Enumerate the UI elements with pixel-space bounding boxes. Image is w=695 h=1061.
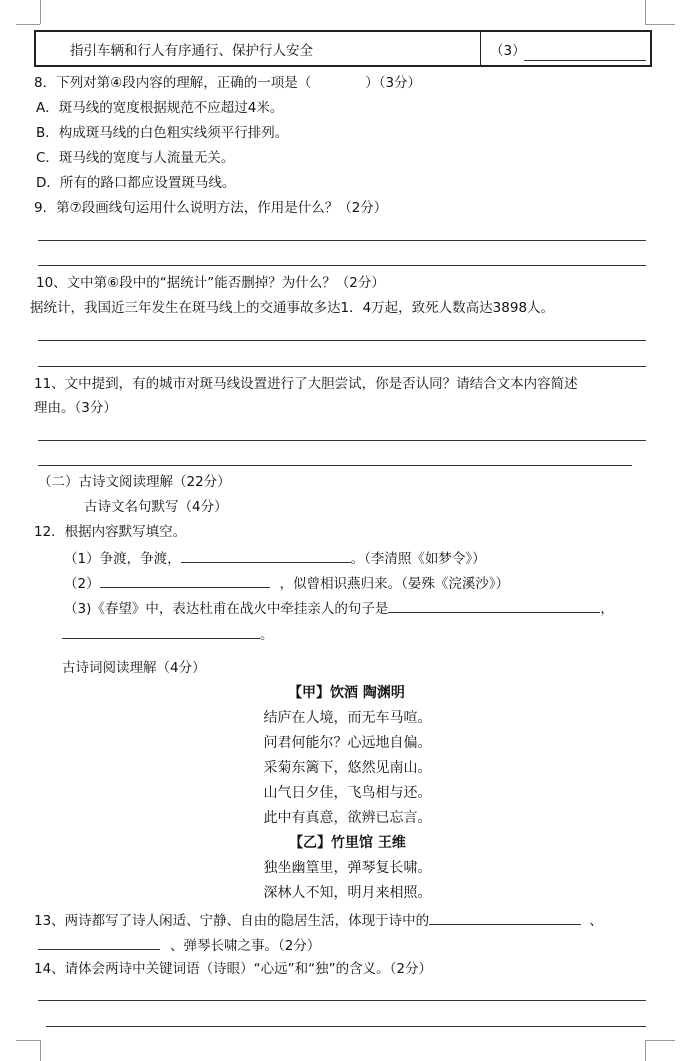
q12-item-2 [64,573,509,593]
q12-item-1 [64,548,486,568]
q11-answer-line-1[interactable] [38,440,646,441]
q12-item2-post: ，似曾相识燕归来。（晏殊《浣溪沙》） [279,576,510,592]
q11-stem-line2: 理由。（3分） [34,400,117,416]
poem-b-line-1: 独坐幽篁里，弹琴复长啸。 [263,860,432,876]
q8-option-a: A．斑马线的宽度根据规范不应超过4米。 [36,100,284,116]
table-answer-blank[interactable] [524,60,646,61]
crop-mark-top-left-h [16,24,40,25]
q8-option-c: C．斑马线的宽度与人流量无关。 [36,150,235,166]
q9-stem: 9．第⑦段画线句运用什么说明方法，作用是什么？（2分） [34,200,388,216]
poetry-section-title: 古诗词阅读理解（4分） [62,660,206,676]
poem-a-line-1: 结庐在人境，而无车马喧。 [263,710,432,726]
poem-a-title: 【甲】饮酒 陶渊明 [288,685,405,701]
q10-stem: 10、文中第⑥段中的“据统计”能否删掉？为什么？（2分） [36,275,385,291]
table-cell-right-label: （3） [490,43,526,59]
q12-item3-blank-1[interactable] [388,598,600,613]
q12-item3-comma: ， [600,601,614,617]
q14-answer-line-2[interactable] [46,1026,646,1027]
crop-mark-bottom-right [645,1040,646,1061]
crop-mark-bottom-right-h [645,1040,675,1041]
q9-answer-line-1[interactable] [38,240,646,241]
q12-item3-blank-2[interactable] [62,624,260,639]
section2-title: （二）古诗文阅读理解（22分） [38,474,231,490]
q12-item-3-cont [62,624,274,644]
q13-stem: 13、两诗都写了诗人闲适、宁静、自由的隐居生活，体现于诗中的 [34,913,430,929]
q8-stem: 8．下列对第④段内容的理解，正确的一项是（ ）（3分） [34,75,422,91]
poem-b-line-2: 深林人不知，明月来相照。 [263,885,432,901]
q12-item3-pre: （3)《春望》中，表达杜甫在战火中牵挂亲人的句子是 [64,601,389,617]
q13-line-1 [34,910,603,930]
poem-a-line-4: 山气日夕佳，飞鸟相与还。 [263,785,432,801]
q12-item2-blank[interactable] [100,573,270,588]
q13-blank-2[interactable] [38,935,160,950]
crop-mark-top-right-h [645,24,675,25]
q12-item1-pre: （1）争渡，争渡， [64,551,181,567]
section2-subtitle: 古诗文名句默写（4分） [84,499,228,515]
crop-mark-bottom-left [40,1040,41,1061]
q13-line2: 、弹琴长啸之事。（2分） [170,938,321,954]
q8-option-b: B．构成斑马线的白色粗实线须平行排列。 [36,125,289,141]
crop-mark-bottom-left-h [16,1040,40,1041]
q9-answer-line-2[interactable] [38,265,646,266]
crop-mark-top-right [645,0,646,24]
crop-mark-top-left [40,0,41,24]
poem-a-line-5: 此中有真意，欲辨已忘言。 [263,810,432,826]
q10-answer-line-1[interactable] [38,340,646,341]
q12-item1-post: 。（李清照《如梦令》） [350,551,486,567]
q11-stem-line1: 11、文中提到，有的城市对斑马线设置进行了大胆尝试，你是否认同？请结合文本内容简述 [34,376,578,392]
q14-answer-line-1[interactable] [38,1000,646,1001]
q12-item1-blank[interactable] [181,548,351,563]
poem-a-line-3: 采菊东篱下，悠然见南山。 [263,760,432,776]
poem-b-title: 【乙】竹里馆 王维 [289,835,406,851]
q12-item3-end: 。 [260,627,274,643]
q12-stem: 12．根据内容默写填空。 [34,524,187,540]
q8-option-d: D．所有的路口都应设置斑马线。 [36,175,236,191]
q13-line1-end: 、 [589,913,603,929]
poem-a-line-2: 问君何能尔？心远地自偏。 [263,735,432,751]
q13-blank-1[interactable] [429,910,581,925]
q13-line-2 [38,935,320,955]
q12-item2-pre: （2） [64,576,100,592]
q12-item-3 [64,598,614,618]
q11-answer-line-2[interactable] [38,465,632,466]
q10-quote: 据统计，我国近三年发生在斑马线上的交通事故多达1．4万起，致死人数高达3898人。 [30,300,555,316]
table-cell-left: 指引车辆和行人有序通行、保护行人安全 [70,43,313,59]
q14-stem: 14、请体会两诗中关键词语（诗眼）“心远”和“独”的含义。（2分） [34,961,432,977]
q10-answer-line-2[interactable] [38,366,646,367]
table-divider [480,32,481,65]
